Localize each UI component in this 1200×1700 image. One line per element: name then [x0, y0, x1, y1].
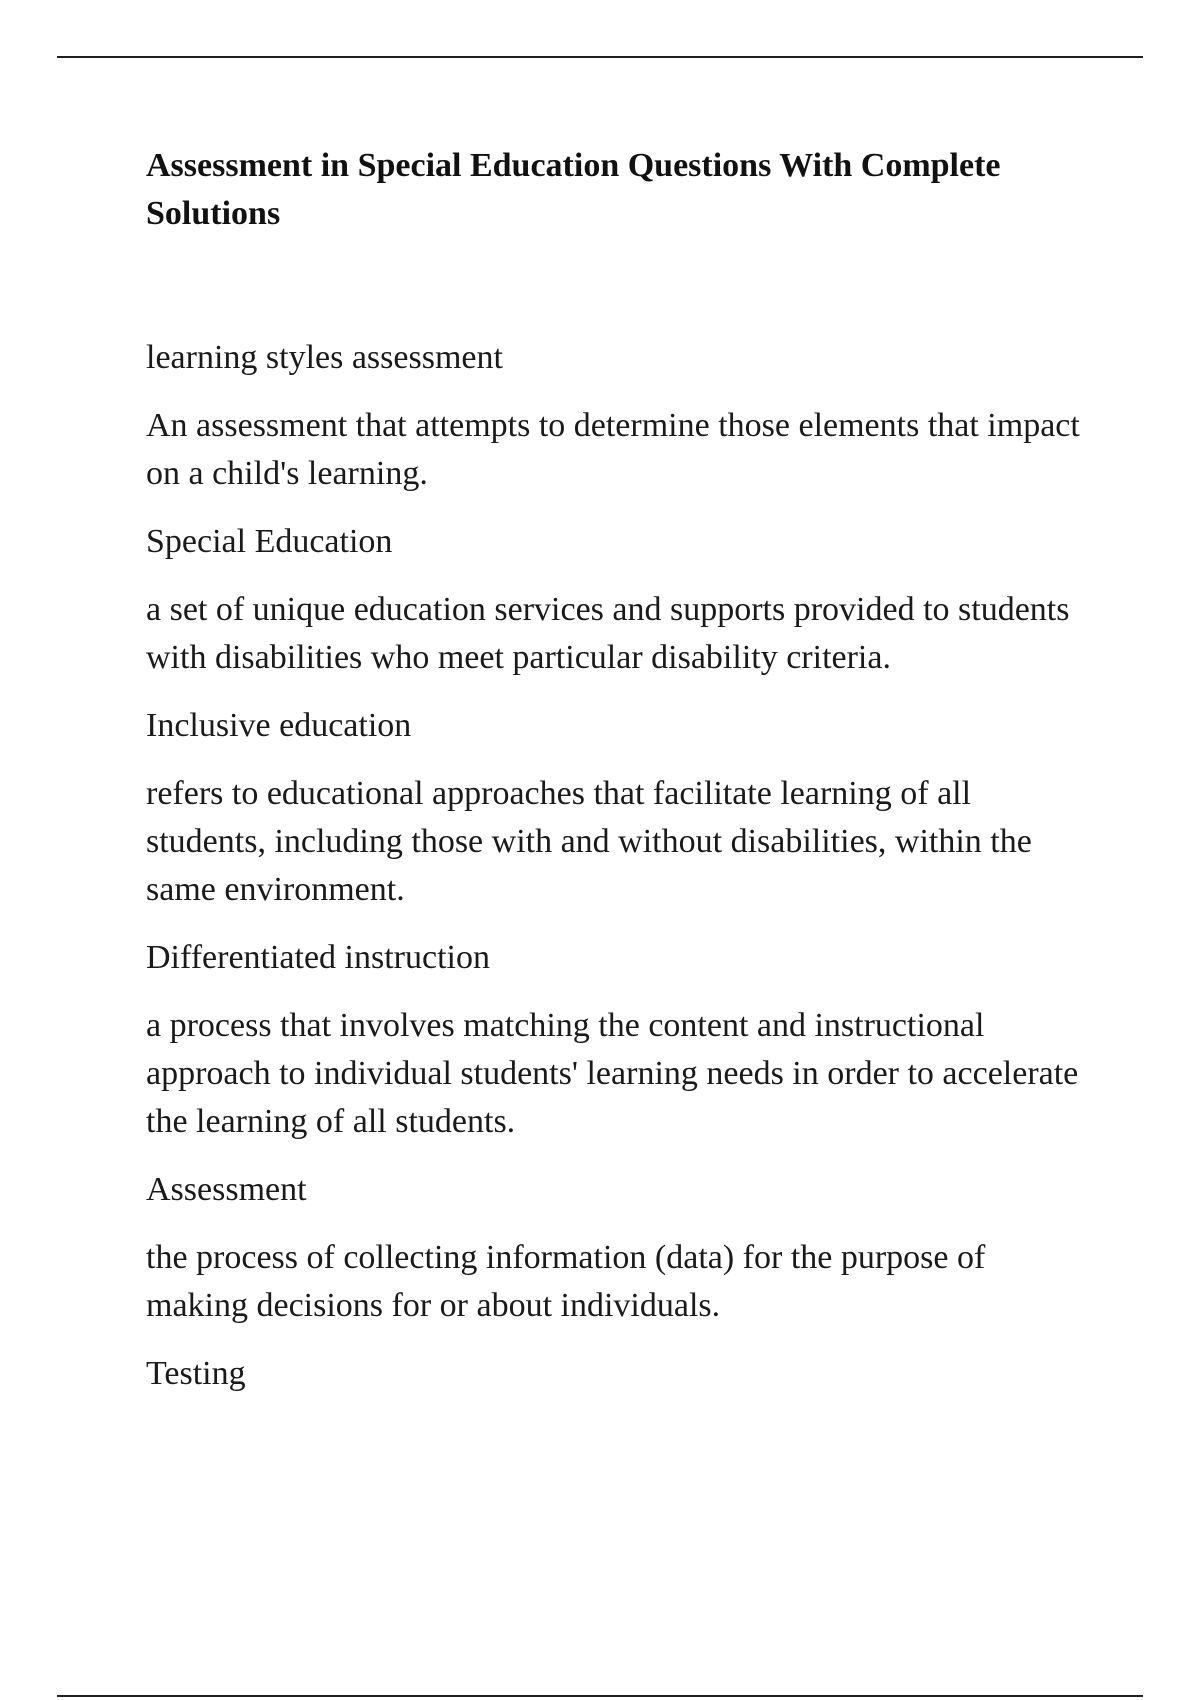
entry-term: learning styles assessment: [146, 339, 503, 376]
entry-definition: An assessment that attempts to determine those elements that impact on a child's learning.: [146, 407, 1080, 492]
bottom-divider: [57, 1695, 1143, 1697]
entry-term: Differentiated instruction: [146, 939, 490, 976]
entry-term: Inclusive education: [146, 707, 412, 744]
entry-term: Testing: [146, 1355, 246, 1392]
entry-definition: a set of unique education services and supports provided to students with disabilities who meet particular disability criteria.: [146, 591, 1070, 676]
entry-term: Special Education: [146, 523, 393, 560]
entry-term: Assessment: [146, 1171, 307, 1208]
entry-definition: the process of collecting information (data) for the purpose of making decisions for or about individuals.: [146, 1239, 986, 1324]
document-title: Assessment in Special Education Questions With Complete Solutions: [146, 147, 1001, 232]
entry-definition: a process that involves matching the content and instructional approach to individual students' learning needs in order to accelerate the learning of all students.: [146, 1007, 1079, 1140]
entry-definition: refers to educational approaches that facilitate learning of all students, including those with and without disabilities, within the same environment.: [146, 775, 1032, 908]
top-divider: [57, 56, 1143, 58]
document-page: [146, 142, 1086, 1418]
qa-list: [146, 334, 1086, 1398]
